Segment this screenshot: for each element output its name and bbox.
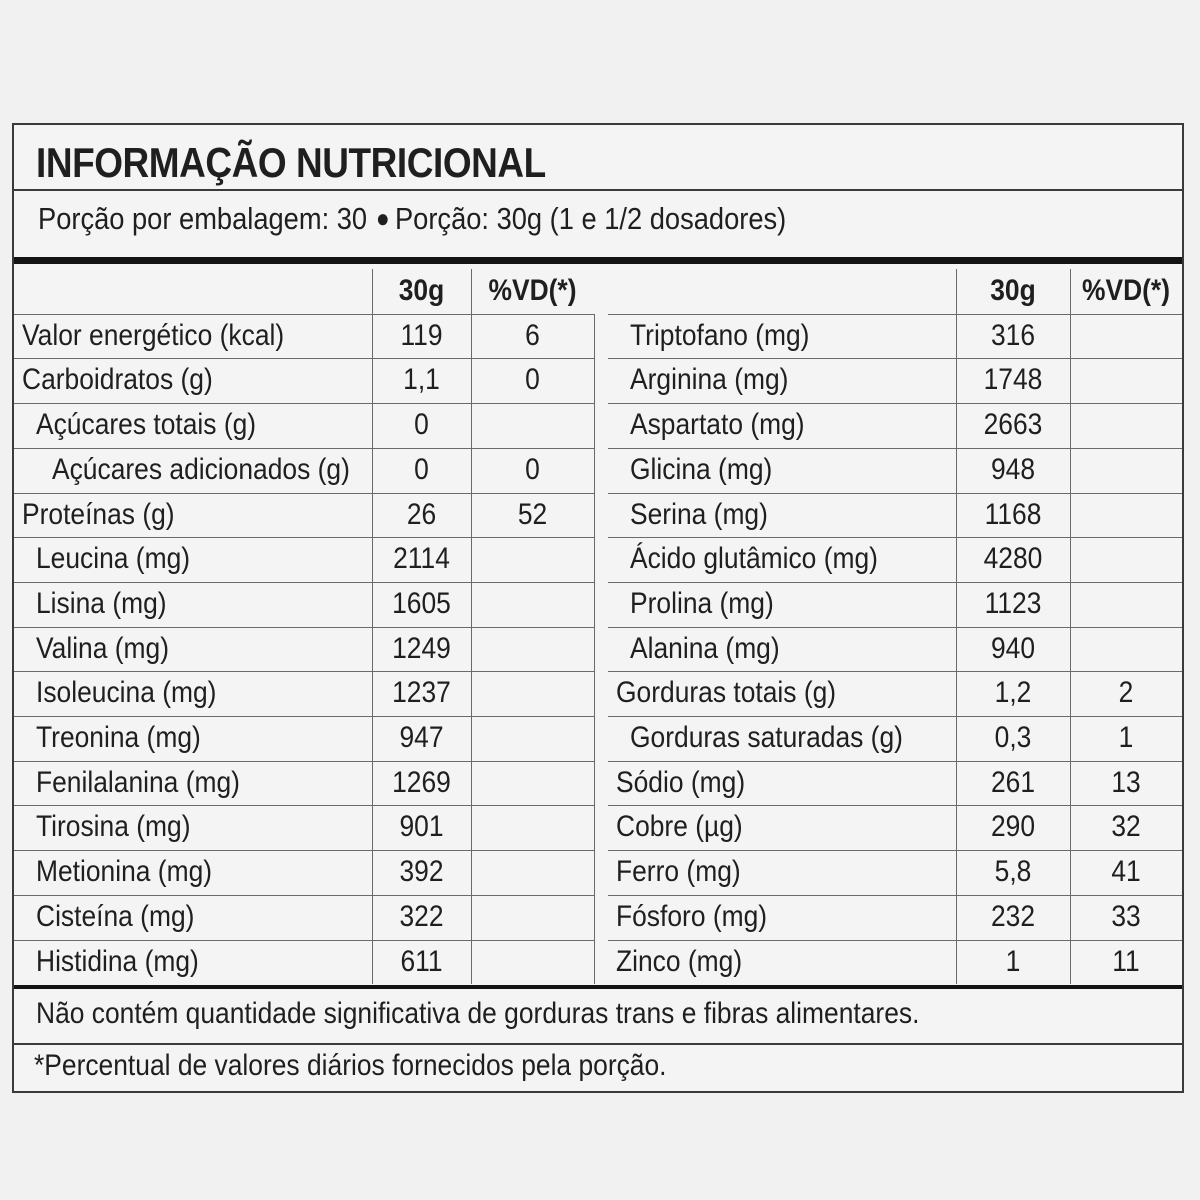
column-divider	[471, 269, 472, 984]
header-dv-right: %VD(*)	[1081, 274, 1170, 307]
nutrient-daily-value	[478, 850, 586, 894]
nutrient-name: Proteínas (g)	[22, 497, 175, 531]
nutrient-daily-value	[478, 716, 586, 760]
nutrient-name: Alanina (mg)	[630, 631, 780, 665]
nutrient-name: Isoleucina (mg)	[36, 676, 217, 710]
nutrient-daily-value	[1077, 582, 1176, 626]
nutrient-amount: 232	[990, 899, 1036, 933]
nutrient-name: Açúcares totais (g)	[36, 408, 257, 442]
nutrient-name: Fenilalanina (mg)	[36, 765, 240, 799]
nutrient-name: Leucina (mg)	[36, 542, 191, 576]
nutrient-daily-value: 0	[525, 363, 540, 397]
nutrient-amount: 316	[990, 318, 1036, 352]
column-divider	[594, 314, 595, 985]
nutrient-name: Lisina (mg)	[36, 586, 167, 620]
table-bottom-divider	[14, 985, 1182, 989]
nutrient-amount: 1269	[392, 765, 451, 799]
nutrient-name: Serina (mg)	[630, 497, 768, 531]
trans-fat-note: Não contém quantidade significativa de gorduras trans e fibras alimentares.	[36, 997, 920, 1030]
daily-value-footnote: *Percentual de valores diários fornecidos pela porção.	[34, 1049, 667, 1082]
nutrient-name: Cobre (µg)	[616, 810, 743, 844]
nutrient-daily-value: 1	[1118, 721, 1134, 754]
nutrient-daily-value	[1077, 627, 1176, 671]
nutrient-name: Sódio (mg)	[616, 765, 746, 799]
nutrient-daily-value	[1077, 403, 1176, 447]
nutrient-daily-value: 32	[1111, 810, 1141, 844]
nutrient-name: Aspartato (mg)	[630, 408, 805, 442]
nutrient-daily-value	[1077, 314, 1176, 358]
nutrient-daily-value	[478, 895, 586, 939]
nutrient-daily-value	[478, 582, 586, 626]
nutrient-amount: 1,2	[994, 676, 1032, 710]
nutrient-amount: 948	[990, 452, 1036, 486]
nutrient-name: Prolina (mg)	[630, 586, 774, 620]
header-amount-right: 30g	[990, 274, 1036, 307]
thick-divider	[14, 257, 1182, 264]
column-divider	[956, 269, 957, 984]
nutrient-daily-value: 0	[525, 452, 540, 486]
nutrient-amount: 119	[400, 318, 443, 352]
nutrient-amount: 2663	[983, 408, 1043, 442]
nutrient-name: Gorduras saturadas (g)	[630, 721, 903, 754]
nutrient-amount: 1605	[392, 586, 451, 620]
nutrient-daily-value: 33	[1111, 899, 1141, 933]
column-divider	[372, 269, 373, 984]
nutrient-amount: 0,3	[994, 721, 1032, 754]
nutrient-amount: 611	[400, 944, 443, 978]
nutrient-amount: 261	[990, 765, 1036, 799]
nutrient-amount: 26	[406, 497, 437, 531]
nutrient-amount: 1249	[392, 631, 451, 665]
nutrient-amount: 322	[399, 899, 444, 933]
nutrient-amount: 1,1	[403, 363, 440, 397]
nutrient-name: Tirosina (mg)	[36, 810, 191, 844]
panel-title: INFORMAÇÃO NUTRICIONAL	[36, 139, 546, 186]
nutrient-name: Ferro (mg)	[616, 855, 741, 889]
header-amount-left: 30g	[398, 274, 445, 307]
servings-per-package: Porção por embalagem: 30	[38, 201, 368, 236]
nutrient-amount: 2114	[393, 542, 450, 576]
nutrient-daily-value: 2	[1118, 676, 1134, 710]
nutrient-daily-value	[478, 537, 586, 581]
nutrient-daily-value	[478, 627, 586, 671]
nutrient-daily-value: 41	[1111, 855, 1141, 889]
nutrient-amount: 5,8	[994, 855, 1032, 889]
nutrient-amount: 0	[414, 408, 429, 442]
nutrient-daily-value	[1077, 537, 1176, 581]
nutrient-name: Valor energético (kcal)	[22, 318, 285, 352]
nutrient-daily-value	[1077, 358, 1176, 402]
portion-size: Porção: 30g (1 e 1/2 dosadores)	[394, 201, 787, 236]
nutrient-amount: 940	[990, 631, 1036, 665]
nutrient-daily-value: 6	[525, 318, 540, 352]
nutrient-name: Açúcares adicionados (g)	[52, 452, 350, 486]
nutrient-daily-value	[478, 403, 586, 447]
nutrient-daily-value	[1077, 448, 1176, 492]
nutrition-facts-panel	[12, 123, 1184, 1093]
nutrient-name: Carboidratos (g)	[22, 363, 213, 397]
nutrient-daily-value	[1077, 493, 1176, 537]
nutrient-daily-value	[478, 761, 586, 805]
note-divider	[14, 1043, 1182, 1045]
nutrient-name: Glicina (mg)	[630, 452, 773, 486]
title-divider	[14, 189, 1182, 191]
column-divider	[1070, 269, 1071, 984]
nutrient-amount: 1123	[984, 586, 1042, 620]
nutrient-name: Valina (mg)	[36, 631, 170, 665]
nutrient-name: Treonina (mg)	[36, 721, 201, 754]
nutrient-amount: 4280	[983, 542, 1043, 576]
nutrient-name: Histidina (mg)	[36, 944, 199, 978]
nutrient-daily-value	[478, 940, 586, 984]
nutrient-daily-value: 52	[517, 497, 548, 531]
nutrient-name: Metionina (mg)	[36, 855, 213, 889]
nutrient-amount: 0	[414, 452, 429, 486]
nutrient-daily-value: 11	[1112, 944, 1140, 978]
nutrient-amount: 392	[399, 855, 444, 889]
nutrient-name: Zinco (mg)	[616, 944, 743, 978]
nutrient-name: Gorduras totais (g)	[616, 676, 837, 710]
nutrient-amount: 1	[1005, 944, 1021, 978]
bullet-icon: ●	[375, 203, 390, 233]
nutrient-name: Fósforo (mg)	[616, 899, 768, 933]
nutrient-name: Ácido glutâmico (mg)	[630, 542, 878, 576]
nutrient-daily-value: 13	[1111, 765, 1141, 799]
nutrient-daily-value	[478, 671, 586, 715]
nutrient-amount: 290	[990, 810, 1036, 844]
nutrient-amount: 1237	[392, 676, 451, 710]
header-dv-left: %VD(*)	[488, 274, 577, 307]
nutrient-amount: 1168	[984, 497, 1042, 531]
nutrient-amount: 1748	[983, 363, 1043, 397]
nutrient-name: Triptofano (mg)	[630, 318, 810, 352]
nutrient-name: Arginina (mg)	[630, 363, 789, 397]
nutrient-name: Cisteína (mg)	[36, 899, 195, 933]
nutrient-amount: 901	[399, 810, 444, 844]
serving-info	[38, 201, 786, 237]
nutrient-amount: 947	[399, 721, 444, 754]
nutrient-daily-value	[478, 805, 586, 849]
